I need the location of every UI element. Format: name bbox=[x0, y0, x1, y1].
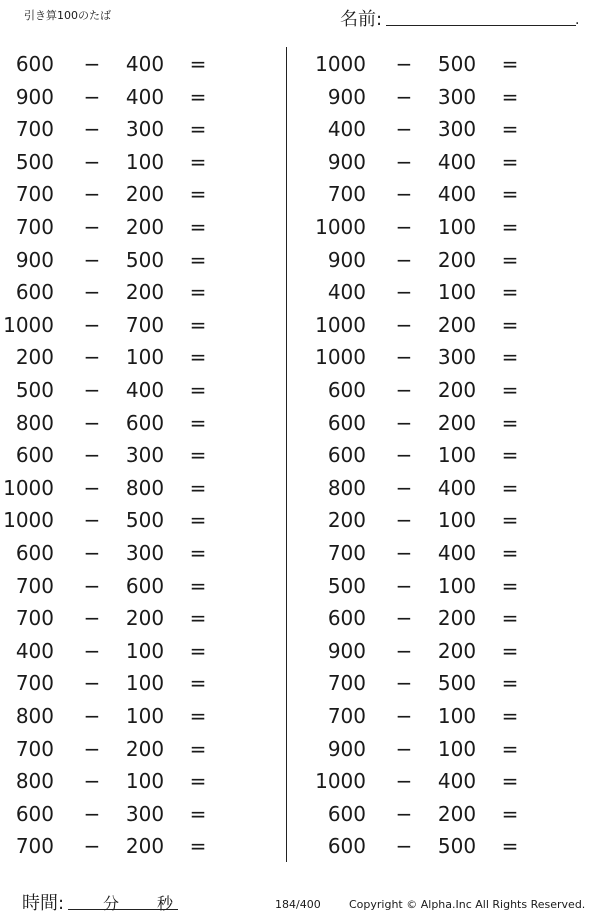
equals-sign: = bbox=[189, 149, 207, 174]
equals-sign: = bbox=[189, 117, 207, 142]
minuend: 900 bbox=[327, 638, 366, 663]
problem-row-right bbox=[0, 472, 600, 504]
subtrahend: 100 bbox=[437, 573, 477, 598]
subtrahend: 400 bbox=[125, 378, 165, 402]
minus-sign: − bbox=[83, 769, 101, 794]
equals-sign: = bbox=[189, 671, 207, 696]
minus-sign: − bbox=[83, 378, 101, 402]
problem-row-right bbox=[0, 244, 600, 276]
equals-sign: = bbox=[189, 573, 207, 598]
equals-sign: = bbox=[501, 475, 519, 500]
minus-sign: − bbox=[395, 704, 413, 728]
subtrahend: 100 bbox=[437, 215, 477, 239]
minuend: 1000 bbox=[315, 215, 366, 239]
minuend: 600 bbox=[327, 606, 366, 631]
worksheet-title: 引き算100のたば bbox=[24, 9, 111, 22]
minuend: 600 bbox=[15, 801, 54, 826]
subtrahend: 300 bbox=[125, 541, 165, 565]
equals-sign: = bbox=[501, 312, 519, 337]
subtrahend: 500 bbox=[437, 671, 477, 696]
problem-row-right bbox=[0, 146, 600, 178]
minus-sign: − bbox=[395, 247, 413, 272]
equals-sign: = bbox=[189, 704, 207, 728]
equals-sign: = bbox=[501, 410, 519, 435]
subtrahend: 100 bbox=[437, 704, 477, 728]
equals-sign: = bbox=[501, 443, 519, 468]
minus-sign: − bbox=[83, 834, 101, 859]
minuend: 600 bbox=[327, 410, 366, 435]
subtrahend: 500 bbox=[125, 247, 165, 272]
minuend: 800 bbox=[327, 475, 366, 500]
subtrahend: 100 bbox=[125, 671, 165, 696]
equals-sign: = bbox=[189, 378, 207, 402]
minus-sign: − bbox=[83, 573, 101, 598]
subtrahend: 200 bbox=[125, 834, 165, 859]
problem-row-right bbox=[0, 374, 600, 406]
minus-sign: − bbox=[83, 508, 101, 533]
subtrahend: 100 bbox=[125, 638, 165, 663]
minus-sign: − bbox=[395, 638, 413, 663]
equals-sign: = bbox=[501, 149, 519, 174]
minus-sign: − bbox=[83, 280, 101, 305]
minuend: 700 bbox=[15, 182, 54, 207]
equals-sign: = bbox=[501, 345, 519, 370]
equals-sign: = bbox=[501, 84, 519, 109]
problem-row-right bbox=[0, 276, 600, 308]
minuend: 700 bbox=[327, 182, 366, 207]
minus-sign: − bbox=[395, 280, 413, 305]
subtrahend: 400 bbox=[437, 149, 477, 174]
minus-sign: − bbox=[83, 606, 101, 631]
equals-sign: = bbox=[189, 84, 207, 109]
subtrahend: 400 bbox=[125, 52, 165, 76]
minuend: 900 bbox=[15, 84, 54, 109]
equals-sign: = bbox=[189, 410, 207, 435]
equals-sign: = bbox=[189, 638, 207, 663]
equals-sign: = bbox=[501, 769, 519, 794]
minuend: 1000 bbox=[3, 508, 54, 533]
minus-sign: − bbox=[395, 671, 413, 696]
subtrahend: 200 bbox=[125, 606, 165, 631]
equals-sign: = bbox=[501, 52, 519, 76]
equals-sign: = bbox=[501, 378, 519, 402]
minutes-label: 分 bbox=[103, 894, 120, 913]
minuend: 700 bbox=[15, 736, 54, 761]
problem-row-right bbox=[0, 765, 600, 797]
minus-sign: − bbox=[83, 638, 101, 663]
problem-row-right bbox=[0, 407, 600, 439]
subtrahend: 700 bbox=[125, 312, 165, 337]
minus-sign: − bbox=[395, 378, 413, 402]
minus-sign: − bbox=[395, 736, 413, 761]
minus-sign: − bbox=[395, 182, 413, 207]
minus-sign: − bbox=[395, 215, 413, 239]
minuend: 600 bbox=[15, 541, 54, 565]
minuend: 700 bbox=[15, 117, 54, 142]
problem-row-right bbox=[0, 602, 600, 634]
equals-sign: = bbox=[501, 247, 519, 272]
problem-row-right bbox=[0, 178, 600, 210]
subtrahend: 100 bbox=[125, 769, 165, 794]
minuend: 400 bbox=[327, 117, 366, 142]
minuend: 700 bbox=[15, 671, 54, 696]
equals-sign: = bbox=[501, 573, 519, 598]
equals-sign: = bbox=[189, 312, 207, 337]
subtrahend: 100 bbox=[125, 149, 165, 174]
subtrahend: 300 bbox=[125, 117, 165, 142]
minus-sign: − bbox=[395, 345, 413, 370]
minuend: 600 bbox=[15, 443, 54, 468]
minus-sign: − bbox=[395, 573, 413, 598]
minus-sign: − bbox=[83, 345, 101, 370]
minuend: 700 bbox=[327, 671, 366, 696]
equals-sign: = bbox=[501, 736, 519, 761]
minuend: 600 bbox=[327, 834, 366, 859]
subtrahend: 200 bbox=[437, 247, 477, 272]
problem-row-right bbox=[0, 700, 600, 732]
equals-sign: = bbox=[501, 801, 519, 826]
minuend: 400 bbox=[15, 638, 54, 663]
minus-sign: − bbox=[83, 410, 101, 435]
problem-row-right bbox=[0, 570, 600, 602]
subtrahend: 400 bbox=[125, 84, 165, 109]
equals-sign: = bbox=[189, 215, 207, 239]
minus-sign: − bbox=[395, 834, 413, 859]
equals-sign: = bbox=[189, 541, 207, 565]
equals-sign: = bbox=[501, 215, 519, 239]
equals-sign: = bbox=[189, 736, 207, 761]
subtrahend: 600 bbox=[125, 410, 165, 435]
subtrahend: 400 bbox=[437, 541, 477, 565]
subtrahend: 600 bbox=[125, 573, 165, 598]
minus-sign: − bbox=[83, 704, 101, 728]
equals-sign: = bbox=[189, 247, 207, 272]
subtrahend: 100 bbox=[437, 443, 477, 468]
equals-sign: = bbox=[189, 182, 207, 207]
subtrahend: 300 bbox=[125, 801, 165, 826]
equals-sign: = bbox=[189, 52, 207, 76]
subtrahend: 100 bbox=[125, 704, 165, 728]
minus-sign: − bbox=[83, 149, 101, 174]
subtrahend: 100 bbox=[437, 508, 477, 533]
minuend: 200 bbox=[15, 345, 54, 370]
name-end-mark: . bbox=[575, 12, 580, 28]
equals-sign: = bbox=[501, 541, 519, 565]
subtrahend: 200 bbox=[437, 606, 477, 631]
subtrahend: 500 bbox=[437, 834, 477, 859]
equals-sign: = bbox=[189, 443, 207, 468]
minus-sign: − bbox=[83, 801, 101, 826]
problem-row-right bbox=[0, 439, 600, 471]
problem-row-right bbox=[0, 309, 600, 341]
problem-row-right bbox=[0, 504, 600, 536]
problem-row-right bbox=[0, 798, 600, 830]
equals-sign: = bbox=[189, 769, 207, 794]
subtrahend: 500 bbox=[437, 52, 477, 76]
minuend: 700 bbox=[15, 606, 54, 631]
subtrahend: 100 bbox=[437, 736, 477, 761]
subtrahend: 300 bbox=[437, 117, 477, 142]
minus-sign: − bbox=[395, 149, 413, 174]
minuend: 600 bbox=[15, 52, 54, 76]
equals-sign: = bbox=[189, 475, 207, 500]
problem-row-right bbox=[0, 211, 600, 243]
subtrahend: 100 bbox=[437, 280, 477, 305]
subtrahend: 400 bbox=[437, 182, 477, 207]
subtrahend: 200 bbox=[125, 736, 165, 761]
minus-sign: − bbox=[395, 541, 413, 565]
equals-sign: = bbox=[501, 671, 519, 696]
minus-sign: − bbox=[83, 117, 101, 142]
problem-row-right bbox=[0, 830, 600, 862]
subtrahend: 200 bbox=[437, 638, 477, 663]
equals-sign: = bbox=[501, 280, 519, 305]
problem-row-right bbox=[0, 733, 600, 765]
subtrahend: 300 bbox=[125, 443, 165, 468]
seconds-label: 秒 bbox=[157, 894, 174, 913]
minus-sign: − bbox=[395, 410, 413, 435]
minuend: 1000 bbox=[3, 475, 54, 500]
minus-sign: − bbox=[395, 312, 413, 337]
subtrahend: 800 bbox=[125, 475, 165, 500]
minuend: 400 bbox=[327, 280, 366, 305]
copyright-notice: Copyright © Alpha.Inc All Rights Reserved. bbox=[349, 898, 586, 911]
minus-sign: − bbox=[83, 215, 101, 239]
minuend: 600 bbox=[327, 378, 366, 402]
minus-sign: − bbox=[83, 671, 101, 696]
minus-sign: − bbox=[83, 247, 101, 272]
minuend: 1000 bbox=[315, 345, 366, 370]
minuend: 600 bbox=[327, 801, 366, 826]
minuend: 700 bbox=[327, 541, 366, 565]
equals-sign: = bbox=[501, 834, 519, 859]
minuend: 700 bbox=[327, 704, 366, 728]
minuend: 700 bbox=[15, 573, 54, 598]
subtrahend: 200 bbox=[125, 182, 165, 207]
minuend: 1000 bbox=[315, 312, 366, 337]
equals-sign: = bbox=[501, 508, 519, 533]
equals-sign: = bbox=[501, 704, 519, 728]
subtrahend: 300 bbox=[437, 84, 477, 109]
equals-sign: = bbox=[501, 182, 519, 207]
minus-sign: − bbox=[395, 606, 413, 631]
equals-sign: = bbox=[189, 508, 207, 533]
minus-sign: − bbox=[395, 769, 413, 794]
minuend: 700 bbox=[15, 834, 54, 859]
equals-sign: = bbox=[501, 117, 519, 142]
equals-sign: = bbox=[501, 606, 519, 631]
minus-sign: − bbox=[83, 443, 101, 468]
minuend: 500 bbox=[327, 573, 366, 598]
equals-sign: = bbox=[189, 345, 207, 370]
name-field[interactable] bbox=[386, 25, 576, 26]
minus-sign: − bbox=[395, 117, 413, 142]
minuend: 500 bbox=[15, 378, 54, 402]
minuend: 900 bbox=[327, 736, 366, 761]
minus-sign: − bbox=[83, 312, 101, 337]
subtrahend: 200 bbox=[437, 312, 477, 337]
minuend: 700 bbox=[15, 215, 54, 239]
minuend: 900 bbox=[327, 149, 366, 174]
minus-sign: − bbox=[395, 801, 413, 826]
minus-sign: − bbox=[83, 541, 101, 565]
problem-row-right bbox=[0, 667, 600, 699]
minuend: 600 bbox=[327, 443, 366, 468]
minuend: 900 bbox=[327, 247, 366, 272]
equals-sign: = bbox=[189, 834, 207, 859]
problem-row-right bbox=[0, 635, 600, 667]
minuend: 1000 bbox=[315, 769, 366, 794]
problem-row-right bbox=[0, 81, 600, 113]
problem-row-right bbox=[0, 48, 600, 80]
subtrahend: 200 bbox=[125, 280, 165, 305]
time-label: 時間: bbox=[22, 893, 65, 914]
problem-row-right bbox=[0, 113, 600, 145]
equals-sign: = bbox=[501, 638, 519, 663]
minuend: 600 bbox=[15, 280, 54, 305]
subtrahend: 300 bbox=[437, 345, 477, 370]
minus-sign: − bbox=[395, 508, 413, 533]
minus-sign: − bbox=[395, 84, 413, 109]
subtrahend: 200 bbox=[437, 378, 477, 402]
minuend: 1000 bbox=[3, 312, 54, 337]
name-label: 名前: bbox=[340, 9, 383, 30]
minus-sign: − bbox=[83, 84, 101, 109]
minus-sign: − bbox=[395, 443, 413, 468]
minus-sign: − bbox=[83, 736, 101, 761]
equals-sign: = bbox=[189, 280, 207, 305]
subtrahend: 200 bbox=[437, 801, 477, 826]
subtrahend: 200 bbox=[125, 215, 165, 239]
minus-sign: − bbox=[83, 475, 101, 500]
minuend: 200 bbox=[327, 508, 366, 533]
minus-sign: − bbox=[83, 52, 101, 76]
subtrahend: 100 bbox=[125, 345, 165, 370]
minuend: 500 bbox=[15, 149, 54, 174]
problem-row-right bbox=[0, 341, 600, 373]
subtrahend: 500 bbox=[125, 508, 165, 533]
minuend: 900 bbox=[15, 247, 54, 272]
subtrahend: 400 bbox=[437, 475, 477, 500]
minus-sign: − bbox=[395, 475, 413, 500]
minuend: 800 bbox=[15, 769, 54, 794]
minuend: 1000 bbox=[315, 52, 366, 76]
problem-row-right bbox=[0, 537, 600, 569]
minuend: 900 bbox=[327, 84, 366, 109]
minuend: 800 bbox=[15, 410, 54, 435]
minus-sign: − bbox=[395, 52, 413, 76]
minuend: 800 bbox=[15, 704, 54, 728]
equals-sign: = bbox=[189, 606, 207, 631]
subtrahend: 200 bbox=[437, 410, 477, 435]
equals-sign: = bbox=[189, 801, 207, 826]
subtrahend: 400 bbox=[437, 769, 477, 794]
minus-sign: − bbox=[83, 182, 101, 207]
page-number: 184/400 bbox=[275, 898, 321, 911]
